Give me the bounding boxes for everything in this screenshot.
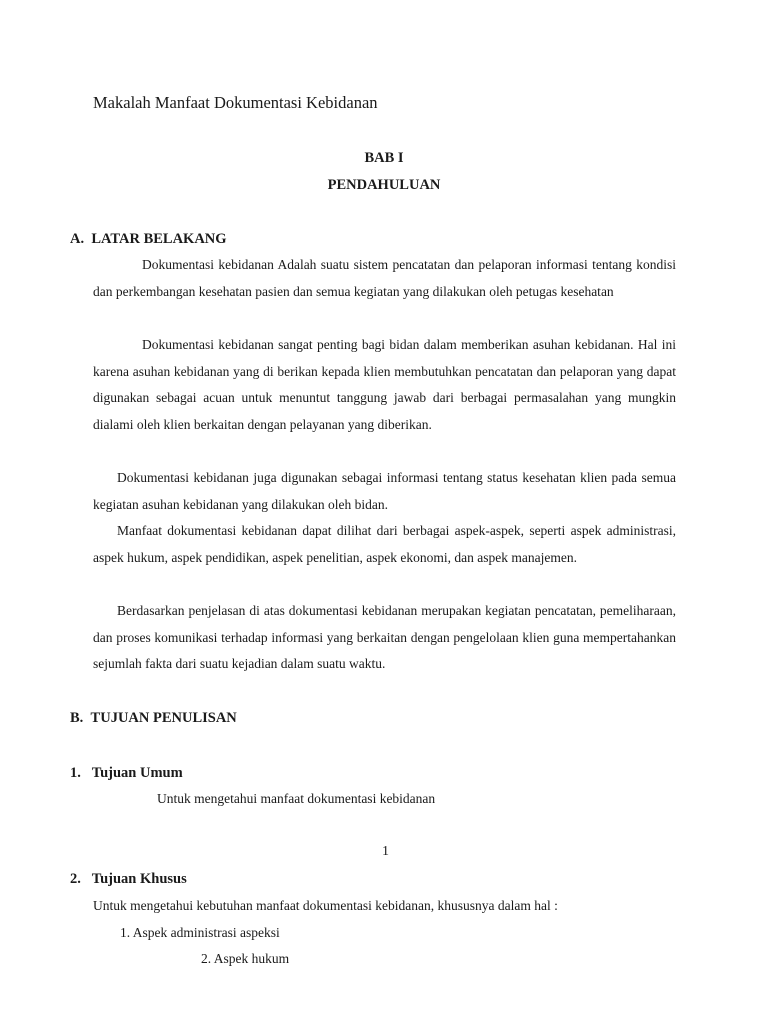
- tujuan-khusus-text: Untuk mengetahui kebutuhan manfaat dokumentasi kebidanan, khususnya dalam hal :: [93, 898, 558, 913]
- paragraph-3: Dokumentasi kebidanan juga digunakan sebagai informasi tentang status kesehatan klien pada semua kegiatan asuhan kebidanan yang dilakukan oleh bidan.: [93, 470, 676, 512]
- page-number: 1: [382, 844, 389, 859]
- section-b-heading: B. TUJUAN PENULISAN: [70, 710, 237, 726]
- document-title: Makalah Manfaat Dokumentasi Kebidanan: [93, 93, 378, 112]
- chapter-title: PENDAHULUAN: [327, 177, 441, 193]
- section-a-heading: A. LATAR BELAKANG: [70, 231, 227, 247]
- paragraph-2: Dokumentasi kebidanan sangat penting bagi bidan dalam memberikan asuhan kebidanan. Hal ini karena asuhan kebidanan yang di berikan kepada klien membutuhkan pencatatan dan pelaporan yang dapat digunakan sebagai acuan untuk menuntut tanggung jawab dari berbagai permasalahan yang mungkin dialami oleh klien berkaitan dengan pelayanan yang diberikan.: [93, 337, 676, 432]
- list-item: 2. Aspek hukum: [201, 951, 290, 966]
- tujuan-umum-text: Untuk mengetahui manfaat dokumentasi kebidanan: [157, 791, 436, 806]
- chapter-number: BAB I: [364, 150, 404, 166]
- paragraph-5: Berdasarkan penjelasan di atas dokumentasi kebidanan merupakan kegiatan pencatatan, pemeliharaan, dan proses komunikasi terhadap informasi yang berkaitan dengan pengelolaan klien guna mempertahankan sejumlah fakta dari suatu kejadian dalam suatu waktu.: [93, 603, 676, 671]
- paragraph-1: Dokumentasi kebidanan Adalah suatu sistem pencatatan dan pelaporan informasi tentang kondisi dan perkembangan kesehatan pasien dan semua kegiatan yang dilakukan oleh petugas kesehatan: [93, 257, 676, 299]
- tujuan-khusus-heading: 2. Tujuan Khusus: [70, 871, 187, 887]
- tujuan-umum-heading: 1. Tujuan Umum: [70, 765, 183, 781]
- list-item: 1. Aspek administrasi aspeksi: [120, 925, 280, 940]
- paragraph-4: Manfaat dokumentasi kebidanan dapat dilihat dari berbagai aspek-aspek, seperti aspek administrasi, aspek hukum, aspek pendidikan, aspek penelitian, aspek ekonomi, dan aspek manajemen.: [93, 523, 676, 565]
